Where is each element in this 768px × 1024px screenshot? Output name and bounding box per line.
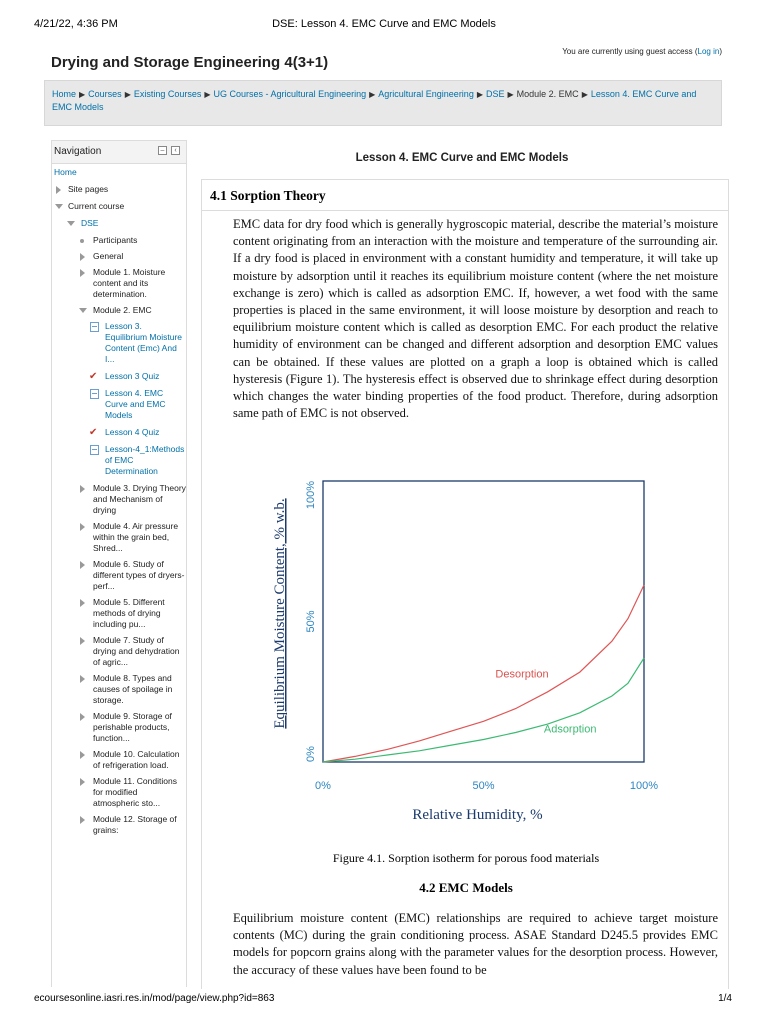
x-tick-label: 100%	[629, 780, 659, 792]
navigation-header	[52, 141, 186, 164]
nav-current-course-label: Current course	[68, 201, 125, 211]
breadcrumb	[44, 80, 722, 126]
collapsed-arrow-icon	[80, 778, 85, 786]
dock-block-icon[interactable]: ‹	[171, 146, 180, 155]
nav-module-label: Module 5. Different methods of drying including pu...	[93, 597, 165, 629]
nav-module-item[interactable]	[52, 559, 186, 592]
x-axis-title: Relative Humidity, %	[412, 807, 543, 823]
navigation-tree	[52, 164, 186, 836]
collapsed-arrow-icon	[80, 675, 85, 683]
expanded-arrow-icon	[55, 204, 63, 209]
collapsed-arrow-icon	[80, 485, 85, 493]
nav-module-label: Module 8. Types and causes of spoilage in storage.	[93, 673, 173, 705]
expanded-arrow-icon	[79, 308, 87, 313]
login-info	[562, 47, 722, 56]
section-heading-sorption: 4.1 Sorption Theory	[210, 188, 326, 203]
collapsed-arrow-icon	[56, 186, 61, 194]
section-divider	[202, 210, 728, 211]
sorption-chart	[244, 455, 686, 843]
collapsed-arrow-icon	[80, 599, 85, 607]
nav-lesson-label: Lesson 4. EMC Curve and EMC Models	[105, 388, 166, 420]
figure-caption: Figure 4.1. Sorption isotherm for porous food materials	[332, 851, 600, 865]
y-tick-label: 0%	[305, 746, 317, 762]
nav-module-item[interactable]	[52, 673, 186, 706]
breadcrumb-item[interactable]: Lesson 4. EMC Curve and EMC Models	[52, 89, 697, 112]
breadcrumb-separator-icon: ▶	[507, 90, 514, 99]
nav-lesson-item[interactable]	[52, 444, 186, 477]
print-datetime: 4/21/22, 4:36 PM	[34, 18, 118, 30]
nav-module-label: Module 12. Storage of grains:	[93, 814, 177, 835]
breadcrumb-item[interactable]: Home	[52, 89, 77, 99]
nav-module-label: Module 10. Calculation of refrigeration load.	[93, 749, 180, 770]
nav-lesson-item[interactable]	[52, 321, 186, 365]
paragraph-sorption: EMC data for dry food which is generally hygroscopic material, describe the material’s moisture content originating from an interaction with the moisture and temperature of the surrounding air. If a dry food is placed in environment with a constant humidity and temperature, it will take up moisture by adsorption until it reaches its equilibrium moisture content (where the net moisture exchange is zero) which is called as adsorption EMC. If, however, a wet food with the same properties is placed in the same environment, it will loose moisture by desorption and reach to equilibrium moisture content which is called as desorption EMC. For each product the relative humidity of environment can be changed and different adsorption and desorption EMC values can be obtained. If these values are plotted on a graph a loop is obtained which is called hysteresis (Figure 1). The hysteresis effect is observed due to shrinkage effect during desorption which changes the water binding properties of the food product. Therefore, during adsorption same path of EMC is not observed.	[233, 217, 718, 421]
nav-course-label: DSE	[81, 218, 99, 228]
breadcrumb-item[interactable]: Existing Courses	[133, 89, 202, 99]
bullet-icon	[80, 239, 84, 243]
nav-module-item[interactable]	[52, 749, 186, 771]
nav-module-label: Module 6. Study of different types of dryers- perf...	[93, 559, 185, 591]
sorption-chart-svg	[244, 455, 686, 843]
nav-lesson-label: Lesson 3. Equilibrium Moisture Content (Emc) And I...	[105, 321, 182, 364]
quiz-icon: ✔	[89, 427, 98, 438]
nav-module-item[interactable]	[52, 521, 186, 554]
nav-participants[interactable]	[52, 235, 186, 246]
nav-lesson-label: Lesson-4_1:Methods of EMC Determination	[105, 444, 185, 476]
collapsed-arrow-icon	[80, 253, 85, 261]
breadcrumb-separator-icon: ▶	[581, 90, 588, 99]
nav-lesson-item[interactable]	[52, 388, 186, 421]
breadcrumb-item[interactable]: UG Courses - Agricultural Engineering	[213, 89, 367, 99]
nav-module-label: Module 4. Air pressure within the grain bed, Shred...	[93, 521, 179, 553]
x-tick-label: 50%	[472, 780, 495, 792]
series-label-adsorption: Adsorption	[543, 723, 597, 736]
nav-module-item[interactable]	[52, 711, 186, 744]
series-line-adsorption	[323, 658, 644, 762]
breadcrumb-separator-icon: ▶	[79, 90, 86, 99]
nav-current-course[interactable]	[52, 201, 186, 212]
login-text: You are currently using guest access (	[562, 47, 698, 56]
breadcrumb-separator-icon: ▶	[124, 90, 131, 99]
nav-site-pages[interactable]	[52, 184, 186, 195]
breadcrumb-item: Module 2. EMC	[516, 89, 579, 99]
page-icon	[90, 389, 99, 399]
content-box	[201, 179, 729, 989]
quiz-icon: ✔	[89, 371, 98, 382]
nav-lesson-item[interactable]	[52, 371, 186, 382]
nav-module-label: Module 3. Drying Theory and Mechanism of drying	[93, 483, 186, 515]
section-heading-emc-models: 4.2 EMC Models	[419, 880, 513, 895]
collapsed-arrow-icon	[80, 269, 85, 277]
breadcrumb-item[interactable]: DSE	[485, 89, 505, 99]
collapsed-arrow-icon	[80, 637, 85, 645]
print-doc-title: DSE: Lesson 4. EMC Curve and EMC Models	[272, 18, 496, 30]
nav-general[interactable]	[52, 251, 186, 262]
nav-home[interactable]: Home	[54, 167, 77, 177]
plot-frame	[323, 481, 644, 762]
y-tick-label: 100%	[305, 481, 317, 510]
collapsed-arrow-icon	[80, 713, 85, 721]
main-content	[194, 139, 730, 989]
nav-module-1[interactable]	[52, 267, 186, 300]
collapsed-arrow-icon	[80, 816, 85, 824]
nav-module-label: Module 7. Study of drying and dehydration of agric...	[93, 635, 180, 667]
breadcrumb-separator-icon: ▶	[369, 90, 376, 99]
expanded-arrow-icon	[67, 221, 75, 226]
print-url: ecoursesonline.iasri.res.in/mod/page/view.php?id=863	[34, 993, 275, 1004]
page-icon	[90, 445, 99, 455]
breadcrumb-item[interactable]: Courses	[88, 89, 122, 99]
login-link[interactable]: Log in	[697, 47, 720, 56]
breadcrumb-separator-icon: ▶	[204, 90, 211, 99]
nav-module-item[interactable]	[52, 597, 186, 630]
print-page-count: 1/4	[718, 993, 732, 1004]
y-tick-label: 50%	[305, 610, 317, 633]
collapsed-arrow-icon	[80, 751, 85, 759]
navigation-title: Navigation	[54, 146, 102, 157]
collapsed-arrow-icon	[80, 523, 85, 531]
y-axis-title: Equilibrium Moisture Content, % w.b.	[272, 498, 288, 729]
nav-lesson-label: Lesson 4 Quiz	[105, 427, 160, 437]
hide-block-icon[interactable]: –	[158, 146, 167, 155]
series-label-desorption: Desorption	[495, 668, 549, 681]
breadcrumb-separator-icon: ▶	[476, 90, 483, 99]
nav-lesson-label: Lesson 3 Quiz	[105, 371, 160, 381]
paragraph-emc-models: Equilibrium moisture content (EMC) relationships are required to achieve target moisture contents (MC) during the grain conditioning process. ASAE Standard D245.5 provides EMC models for popcorn grains along with the parameter values for the desorption process. However, the accuracy of these values have been found to be	[233, 911, 718, 977]
nav-module-item[interactable]	[52, 776, 186, 809]
breadcrumb-item[interactable]: Agricultural Engineering	[378, 89, 474, 99]
nav-module-item[interactable]	[52, 814, 186, 836]
login-close: )	[719, 47, 722, 56]
nav-module-item[interactable]	[52, 635, 186, 668]
nav-course-dse[interactable]	[52, 218, 186, 229]
nav-participants-label: Participants	[93, 235, 138, 245]
nav-module-label: Module 9. Storage of perishable products, function...	[93, 711, 172, 743]
nav-lesson-item[interactable]	[52, 427, 186, 438]
nav-general-label: General	[93, 251, 124, 261]
print-header	[0, 0, 768, 40]
page-icon	[90, 322, 99, 332]
navigation-block	[51, 140, 187, 987]
page-title: Lesson 4. EMC Curve and EMC Models	[355, 152, 569, 164]
nav-module-2[interactable]	[52, 305, 186, 316]
nav-site-pages-label: Site pages	[68, 184, 109, 194]
site-title[interactable]: Drying and Storage Engineering 4(3+1)	[51, 54, 329, 71]
nav-module-1-label: Module 1. Moisture content and its determination.	[93, 267, 166, 299]
x-tick-label: 0%	[315, 780, 331, 792]
nav-module-2-label: Module 2. EMC	[93, 305, 152, 315]
nav-module-item[interactable]	[52, 483, 186, 516]
collapsed-arrow-icon	[80, 561, 85, 569]
nav-module-label: Module 11. Conditions for modified atmospheric sto...	[93, 776, 177, 808]
